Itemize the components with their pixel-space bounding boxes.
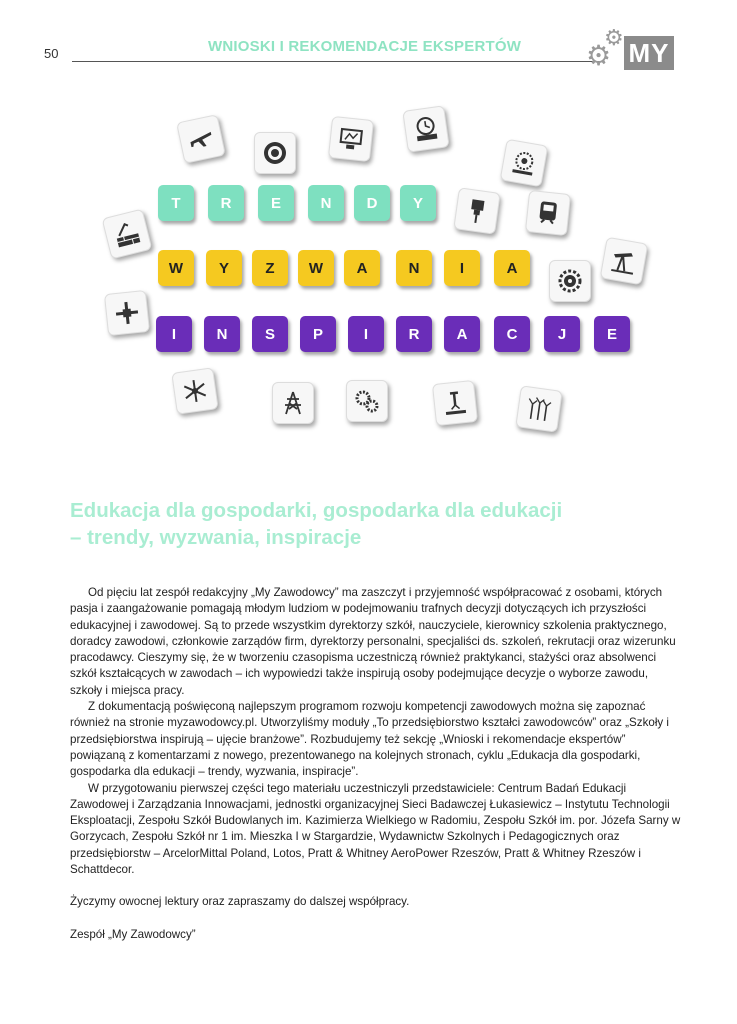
letter-tile: N: [204, 316, 240, 352]
truck-clock-icon: [402, 105, 449, 152]
letter-tile: I: [156, 316, 192, 352]
letter-tile: D: [354, 185, 390, 221]
brick-wall-icon: [102, 209, 153, 260]
article-heading: [70, 497, 680, 551]
letter-tile: J: [544, 316, 580, 352]
article-body: [70, 585, 682, 943]
logo-text: MY: [628, 38, 670, 68]
magazine-logo: [584, 24, 676, 72]
paragraph-3: W przygotowaniu pierwszej części tego materiału uczestniczyli przedstawiciele: Centrum Badań Edukacji Zawodowej i Zarządzania Innowacjami, jednostki organizacyjnej Sieci Badawczej Łukasiewicz – Instytutu Technologii Eksploatacji, Zespołu Szkół Budowlanych im. Kazimierza Wielkiego w Radomiu, Zespołu Szkół im. por. Józefa Sarny w Gorzycach, Zespołu Szkół nr 1 im. Mieszka I w Stargardzie, Wydawnictw Szkolnych i Pedagogicznych oraz przedsiębiorstw – ArcelorMittal Poland, Lotos, Pratt & Whitney AeroPower Rzeszów, Pratt & Whitney Rzeszów i Schattdecor.: [70, 781, 681, 877]
gears-cluster-icon: [346, 380, 388, 422]
wind-turbines-icon: [515, 385, 562, 432]
letter-tile: A: [494, 250, 530, 286]
letter-tile: N: [308, 185, 344, 221]
airplane-icon: [176, 114, 226, 164]
drill-icon: [453, 187, 500, 234]
oil-pump-icon: [600, 237, 649, 286]
robot-arm-monitor-icon: [328, 116, 374, 162]
power-pylon-icon: [272, 382, 314, 424]
section-title: WNIOSKI I REKOMENDACJE EKSPERTÓW: [208, 38, 522, 55]
closing-line: Życzymy owocnej lektury oraz zapraszamy do dalszej współpracy.: [70, 895, 410, 909]
signature: Zespół „My Zawodowcy”: [70, 927, 196, 941]
heading-line-1: Edukacja dla gospodarki, gospodarka dla edukacji: [70, 499, 563, 522]
letter-tile: A: [444, 316, 480, 352]
heading-line-2: – trendy, wyzwania, inspiracje: [70, 526, 362, 549]
letter-tile: C: [494, 316, 530, 352]
cogwheel-icon: [549, 260, 591, 302]
letter-tile: Y: [400, 185, 436, 221]
saw-blade-icon: [500, 139, 549, 188]
letter-tile: W: [298, 250, 334, 286]
letter-tile: Y: [206, 250, 242, 286]
trends-graphic: [0, 90, 737, 450]
letter-tile: Z: [252, 250, 288, 286]
page-number: 50: [44, 46, 59, 61]
letter-tile: S: [252, 316, 288, 352]
letter-tile: I: [444, 250, 480, 286]
header-divider: [72, 61, 604, 62]
letter-tile: R: [396, 316, 432, 352]
train-icon: [525, 190, 571, 236]
letter-tile: E: [594, 316, 630, 352]
gear-small-icon: ⚙: [604, 25, 624, 50]
letter-tile: A: [344, 250, 380, 286]
snowflake-fan-icon: [171, 367, 218, 414]
letter-tile: N: [396, 250, 432, 286]
letter-tile: R: [208, 185, 244, 221]
paragraph-2: Z dokumentacją poświęconą najlepszym programom rozwoju kompetencji zawodowych można się zapoznać również na stronie myzawodowcy.pl. Utworzyliśmy moduły „To przedsiębiorstwo kształci zawodowców” oraz „Szkoły i przedsiębiorstwa inspirują – ujęcie branżowe”. Rozbudujemy też sekcję „Wnioski i rekomendacje ekspertów” powiązaną z komentarzami z nowego, prezentowanego na kolejnych stronach, cyklu „Edukacja dla gospodarki, gospodarka dla edukacji – trendy, wyzwania, inspiracje”.: [70, 700, 669, 779]
letter-tile: I: [348, 316, 384, 352]
letter-tile: T: [158, 185, 194, 221]
letter-tile: W: [158, 250, 194, 286]
letter-tile: P: [300, 316, 336, 352]
welding-icon: [432, 380, 478, 426]
paragraph-1: Od pięciu lat zespół redakcyjny „My Zawodowcy” ma zaszczyt i przyjemność współpracować z osobami, których pasja i zaangażowanie pomagają młodym ludziom w podejmowaniu trafnych decyzji dotyczących ich przyszłości edukacyjnej i zawodowej. Są to przede wszystkim dyrektorzy szkół, nauczyciele, kierownicy szkolenia praktycznego, doradcy zawodowi, członkowie zarządów firm, dyrektorzy personalni, specjaliści ds. szkoleń, rekrutacji oraz wizerunku pracodawcy. Cieszymy się, że w tworzeniu czasopisma uczestniczą również praktykanci, stażyści oraz absolwenci szkół kształcących w zawodach – ich wypowiedzi także inspirują osoby podejmujące decyzje o wyborze zawodu, szkoły i miejsca pracy.: [70, 586, 676, 697]
pipes-valve-icon: [104, 290, 150, 336]
letter-tile: E: [258, 185, 294, 221]
gears-icon: ⚙: [586, 40, 612, 71]
gear-wheel-icon: [254, 132, 296, 174]
logo-box: [624, 36, 674, 70]
